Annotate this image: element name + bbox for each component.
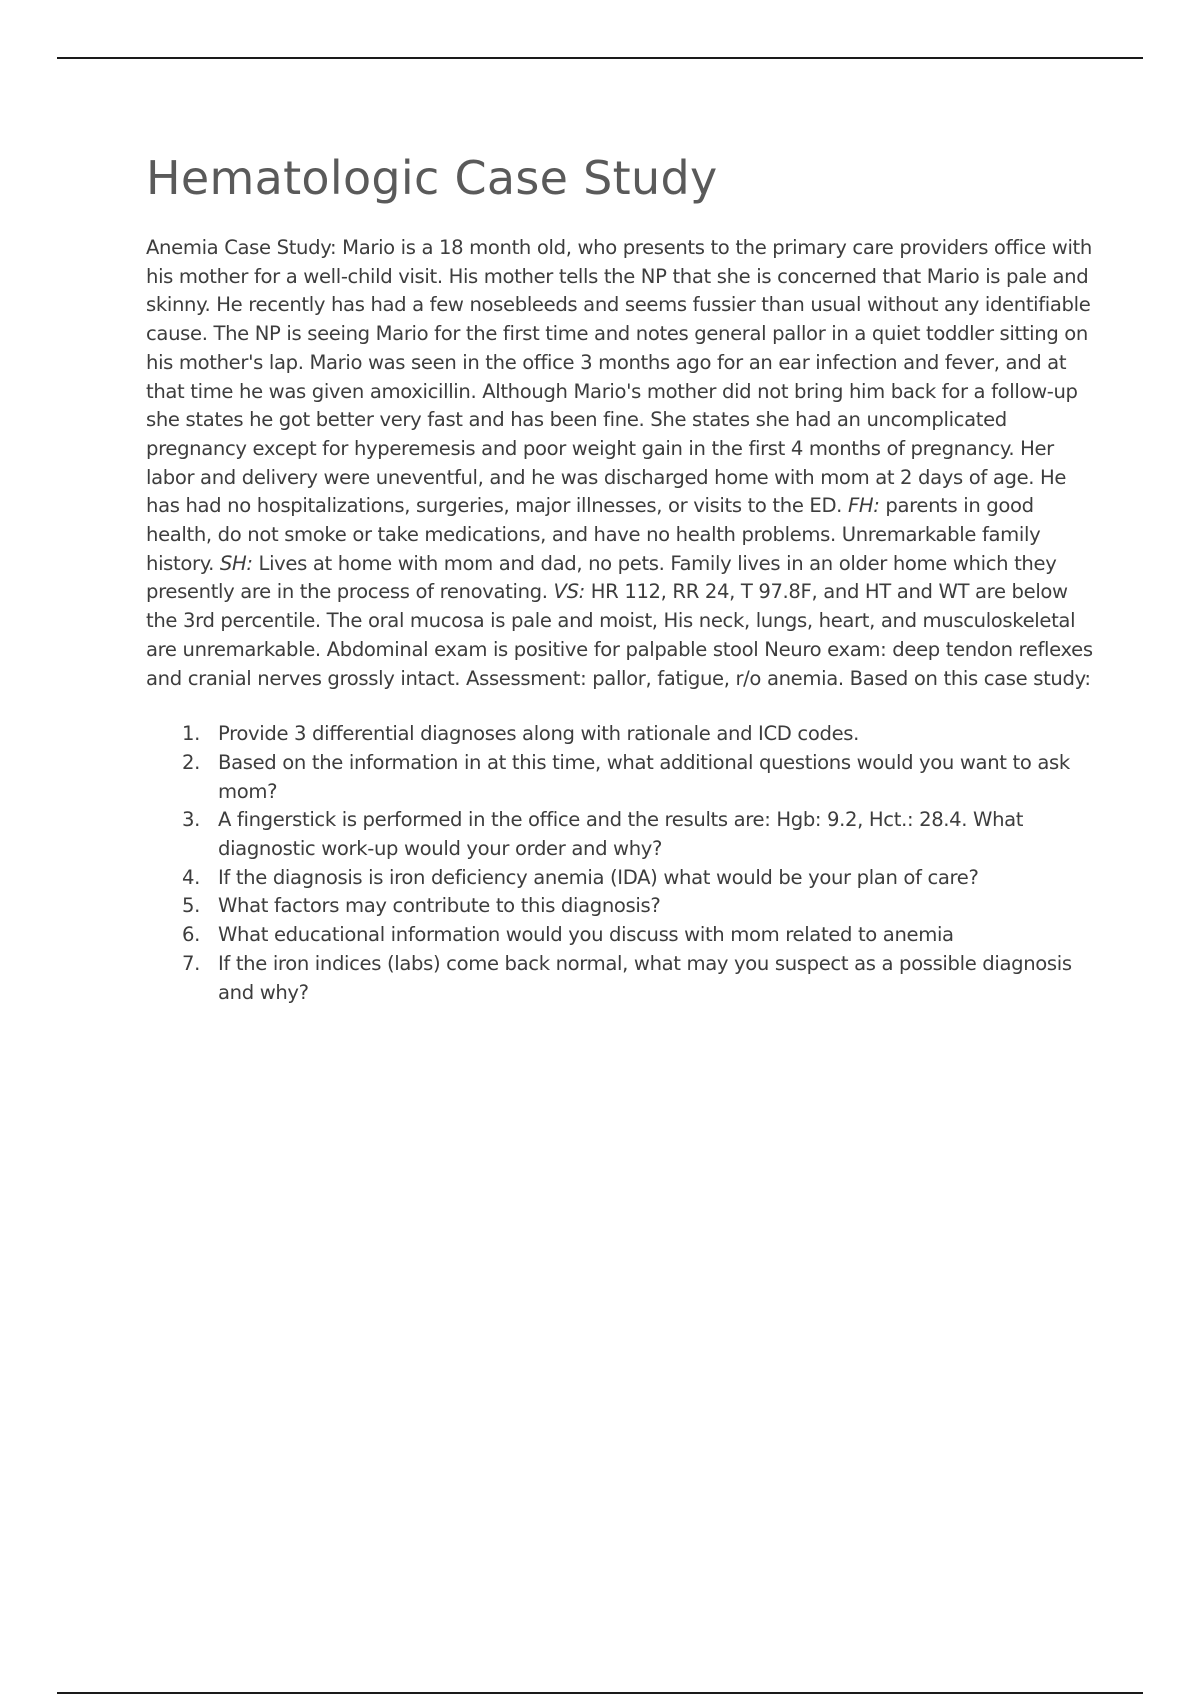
top-divider: [57, 57, 1143, 59]
list-item-text: If the iron indices (labs) come back normal, what may you suspect as a possible diagnosis and why?: [218, 951, 1072, 1004]
family-history-label: FH:: [847, 494, 880, 518]
case-text-part-1: Anemia Case Study: Mario is a 18 month old, who presents to the primary care providers office with his mother for a well-child visit. His mother tells the NP that she is concerned that Mario is pale and skinny. He recently has had a few nosebleeds and seems fussier than usual without any identifiable cause. The NP is seeing Mario for the first time and notes general pallor in a quiet toddler sitting on his mother's lap. Mario was seen in the office 3 months ago for an ear infection and fever, and at that time he was given amoxicillin. Although Mario's mother did not bring him back for a follow-up she states he got better very fast and has been fine. She states she had an uncomplicated pregnancy except for hyperemesis and poor weight gain in the first 4 months of pregnancy. Her labor and delivery were uneventful, and he was discharged home with mom at 2 days of age. He has had no hospitalizations, surgeries, major illnesses, or visits to the ED.: [146, 236, 1092, 518]
list-item: [146, 892, 1096, 921]
list-item-number: 6.: [182, 923, 200, 947]
list-item-text: Based on the information in at this time, what additional questions would you want to ask mom?: [218, 750, 1070, 803]
page-title: Hematologic Case Study: [146, 151, 718, 205]
list-item: [146, 864, 1096, 893]
list-item-text: What educational information would you discuss with mom related to anemia: [218, 923, 954, 947]
list-item: [146, 749, 1096, 806]
list-item: [146, 806, 1096, 863]
case-text-part-4: HR 112, RR 24, T 97.8F, and HT and WT are below the 3rd percentile. The oral mucosa is pale and moist, His neck, lungs, heart, and musculoskeletal are unremarkable. Abdominal exam is positive for palpable stool Neuro exam: deep tendon reflexes and cranial nerves grossly intact. Assessment: pallor, fatigue, r/o anemia. Based on this case study:: [146, 580, 1093, 690]
vital-signs-label: VS:: [553, 580, 585, 604]
list-item-number: 7.: [182, 951, 200, 975]
list-item: [146, 720, 1096, 749]
list-item-number: 1.: [182, 722, 200, 746]
question-list: [146, 720, 1096, 1007]
case-text-part-2: parents in good health, do not smoke or take medications, and have no health problems. Unremarkable family history.: [146, 494, 1041, 575]
list-item-number: 5.: [182, 894, 200, 918]
list-item: [146, 950, 1096, 1007]
case-description: [146, 234, 1096, 693]
list-item: [146, 921, 1096, 950]
document-content: [146, 148, 1096, 1007]
list-item-number: 2.: [182, 750, 200, 774]
list-item-number: 3.: [182, 808, 200, 832]
case-text-part-3: Lives at home with mom and dad, no pets. Family lives in an older home which they presently are in the process of renovating.: [146, 551, 1057, 604]
social-history-label: SH:: [219, 551, 253, 575]
list-item-text: A fingerstick is performed in the office and the results are: Hgb: 9.2, Hct.: 28.4. What diagnostic work-up would your order and why?: [218, 808, 1024, 861]
list-item-text: If the diagnosis is iron deficiency anemia (IDA) what would be your plan of care?: [218, 865, 979, 889]
bottom-divider: [57, 1692, 1143, 1694]
list-item-number: 4.: [182, 865, 200, 889]
list-item-text: What factors may contribute to this diagnosis?: [218, 894, 661, 918]
list-item-text: Provide 3 differential diagnoses along with rationale and ICD codes.: [218, 722, 860, 746]
